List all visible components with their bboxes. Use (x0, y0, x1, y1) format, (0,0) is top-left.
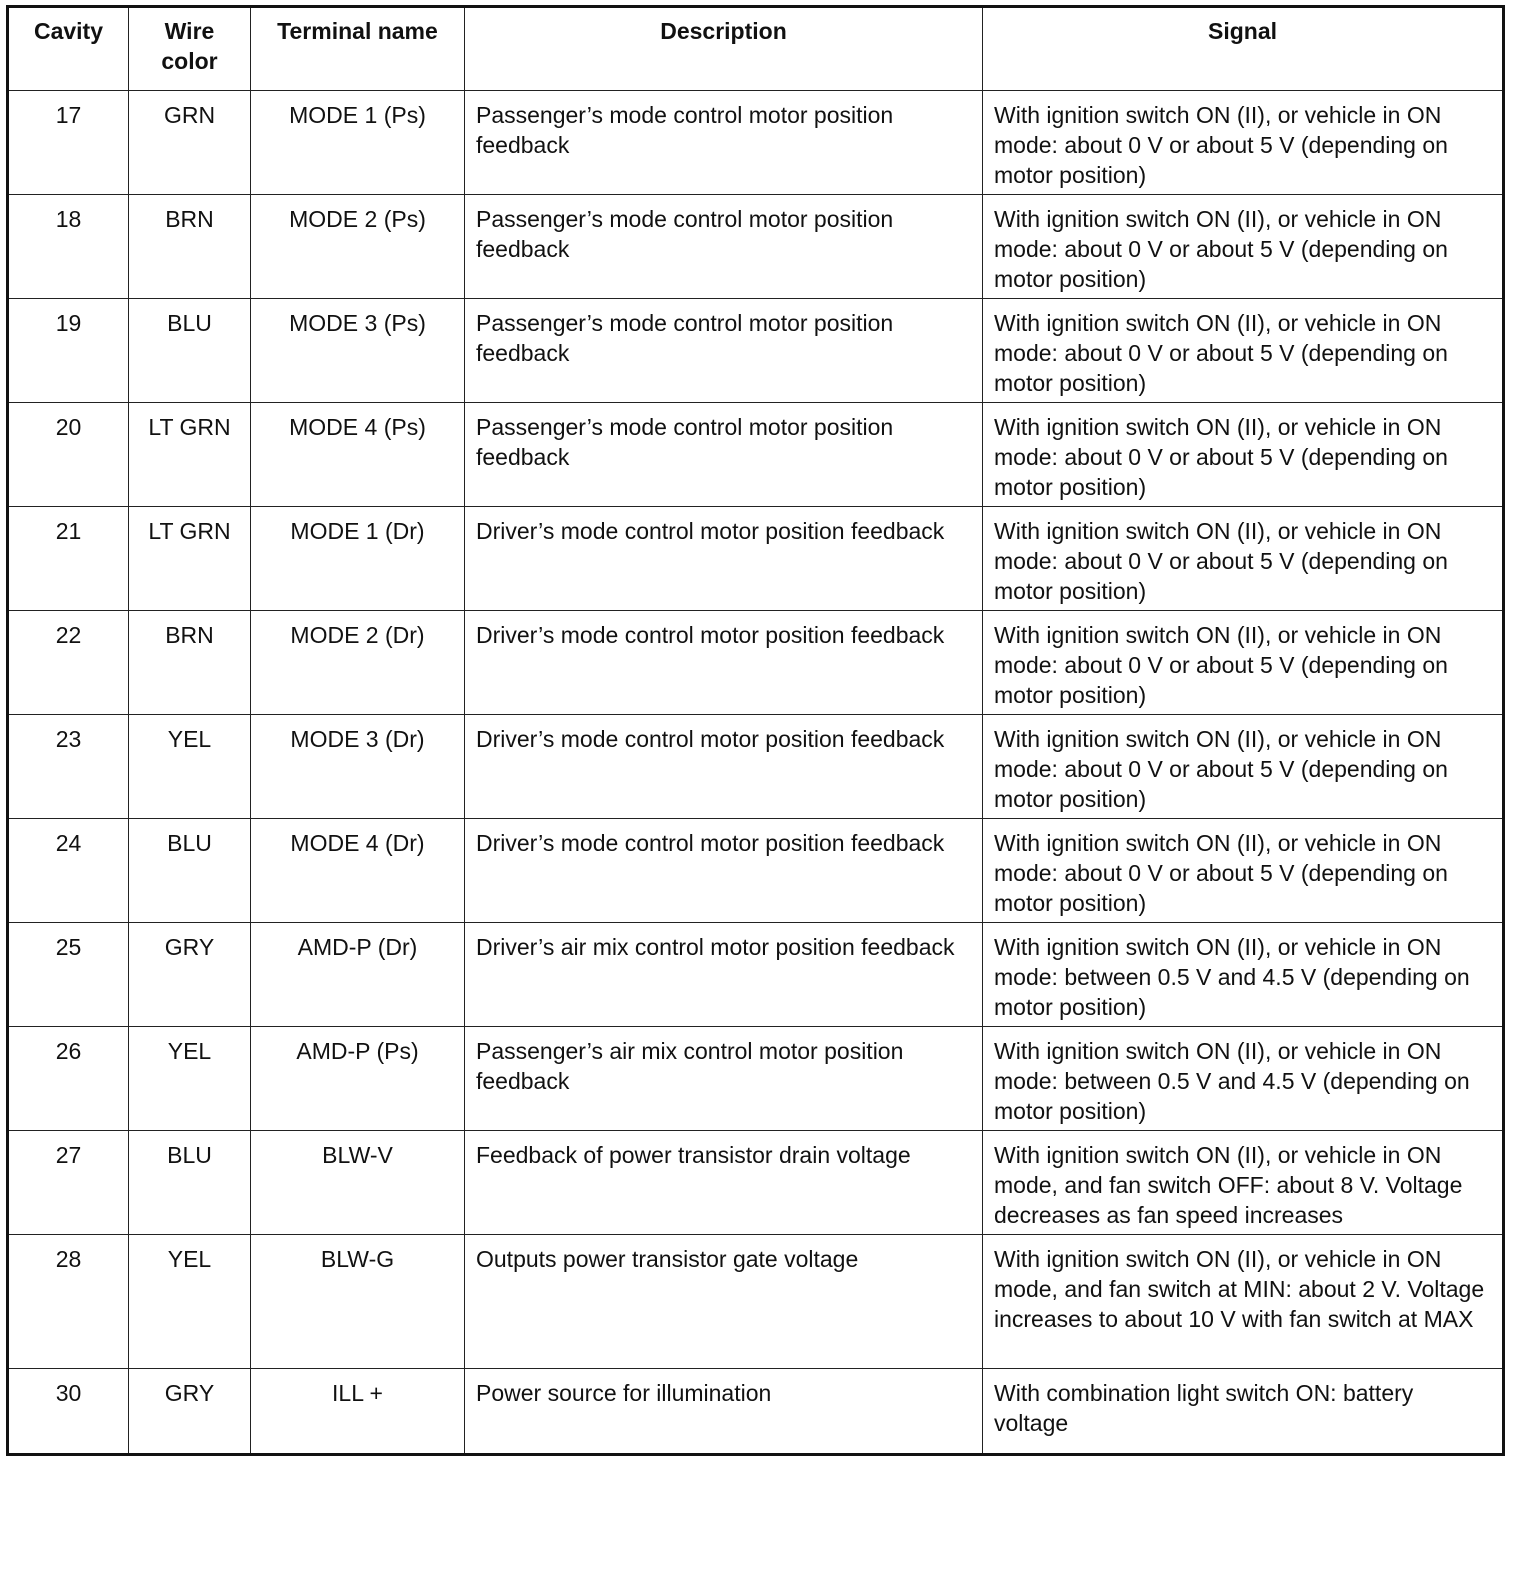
description-cell: Passenger’s mode control motor position feedback (465, 299, 983, 403)
cavity-cell: 20 (8, 403, 129, 507)
cavity-cell: 30 (8, 1369, 129, 1455)
table-row (8, 715, 1504, 819)
connector-terminal-table (6, 5, 1505, 1456)
cavity-cell: 21 (8, 507, 129, 611)
table-row (8, 611, 1504, 715)
description-cell: Passenger’s mode control motor position feedback (465, 195, 983, 299)
table-row (8, 1235, 1504, 1369)
table-row (8, 819, 1504, 923)
signal-cell: With ignition switch ON (II), or vehicle in ON mode: about 0 V or about 5 V (depending on motor position) (983, 403, 1504, 507)
description-cell: Passenger’s mode control motor position feedback (465, 91, 983, 195)
terminal-name-cell: MODE 3 (Ps) (251, 299, 465, 403)
wire-color-cell: YEL (129, 1027, 251, 1131)
terminal-name-cell: MODE 4 (Dr) (251, 819, 465, 923)
signal-cell: With ignition switch ON (II), or vehicle in ON mode: between 0.5 V and 4.5 V (depending on motor position) (983, 1027, 1504, 1131)
table-row (8, 923, 1504, 1027)
description-cell: Passenger’s air mix control motor position feedback (465, 1027, 983, 1131)
table-row (8, 1369, 1504, 1455)
signal-cell: With ignition switch ON (II), or vehicle in ON mode: about 0 V or about 5 V (depending on motor position) (983, 611, 1504, 715)
table-row (8, 507, 1504, 611)
description-cell: Feedback of power transistor drain voltage (465, 1131, 983, 1235)
signal-cell: With ignition switch ON (II), or vehicle in ON mode, and fan switch at MIN: about 2 V. Voltage increases to about 10 V with fan switch at MAX (983, 1235, 1504, 1369)
header-cavity: Cavity (8, 7, 129, 91)
cavity-cell: 26 (8, 1027, 129, 1131)
terminal-name-cell: ILL + (251, 1369, 465, 1455)
wire-color-cell: YEL (129, 715, 251, 819)
signal-cell: With ignition switch ON (II), or vehicle in ON mode: between 0.5 V and 4.5 V (depending on motor position) (983, 923, 1504, 1027)
terminal-name-cell: MODE 2 (Dr) (251, 611, 465, 715)
header-wire-color: Wire color (129, 7, 251, 91)
signal-cell: With ignition switch ON (II), or vehicle in ON mode: about 0 V or about 5 V (depending on motor position) (983, 91, 1504, 195)
table-row (8, 195, 1504, 299)
description-cell: Outputs power transistor gate voltage (465, 1235, 983, 1369)
terminal-name-cell: MODE 3 (Dr) (251, 715, 465, 819)
wire-color-cell: BLU (129, 299, 251, 403)
description-cell: Passenger’s mode control motor position feedback (465, 403, 983, 507)
terminal-name-cell: MODE 1 (Dr) (251, 507, 465, 611)
description-cell: Driver’s air mix control motor position feedback (465, 923, 983, 1027)
terminal-name-cell: MODE 1 (Ps) (251, 91, 465, 195)
wire-color-cell: LT GRN (129, 507, 251, 611)
terminal-name-cell: AMD-P (Dr) (251, 923, 465, 1027)
cavity-cell: 22 (8, 611, 129, 715)
signal-cell: With combination light switch ON: battery voltage (983, 1369, 1504, 1455)
table-row (8, 299, 1504, 403)
wire-color-cell: YEL (129, 1235, 251, 1369)
terminal-name-cell: MODE 2 (Ps) (251, 195, 465, 299)
cavity-cell: 23 (8, 715, 129, 819)
wire-color-cell: LT GRN (129, 403, 251, 507)
cavity-cell: 28 (8, 1235, 129, 1369)
cavity-cell: 19 (8, 299, 129, 403)
description-cell: Driver’s mode control motor position feedback (465, 819, 983, 923)
wire-color-cell: BRN (129, 611, 251, 715)
wire-color-cell: GRN (129, 91, 251, 195)
signal-cell: With ignition switch ON (II), or vehicle in ON mode: about 0 V or about 5 V (depending on motor position) (983, 299, 1504, 403)
description-cell: Driver’s mode control motor position feedback (465, 715, 983, 819)
header-description: Description (465, 7, 983, 91)
wire-color-cell: GRY (129, 923, 251, 1027)
terminal-name-cell: MODE 4 (Ps) (251, 403, 465, 507)
signal-cell: With ignition switch ON (II), or vehicle in ON mode, and fan switch OFF: about 8 V. Voltage decreases as fan speed increases (983, 1131, 1504, 1235)
cavity-cell: 18 (8, 195, 129, 299)
signal-cell: With ignition switch ON (II), or vehicle in ON mode: about 0 V or about 5 V (depending on motor position) (983, 715, 1504, 819)
header-terminal-name: Terminal name (251, 7, 465, 91)
cavity-cell: 24 (8, 819, 129, 923)
terminal-name-cell: BLW-V (251, 1131, 465, 1235)
description-cell: Driver’s mode control motor position feedback (465, 611, 983, 715)
wire-color-cell: BRN (129, 195, 251, 299)
terminal-name-cell: BLW-G (251, 1235, 465, 1369)
cavity-cell: 17 (8, 91, 129, 195)
table-row (8, 1131, 1504, 1235)
cavity-cell: 27 (8, 1131, 129, 1235)
wire-color-cell: BLU (129, 1131, 251, 1235)
table-row (8, 403, 1504, 507)
terminal-name-cell: AMD-P (Ps) (251, 1027, 465, 1131)
header-signal: Signal (983, 7, 1504, 91)
description-cell: Power source for illumination (465, 1369, 983, 1455)
table-row (8, 91, 1504, 195)
description-cell: Driver’s mode control motor position feedback (465, 507, 983, 611)
signal-cell: With ignition switch ON (II), or vehicle in ON mode: about 0 V or about 5 V (depending on motor position) (983, 195, 1504, 299)
table-header-row (8, 7, 1504, 91)
signal-cell: With ignition switch ON (II), or vehicle in ON mode: about 0 V or about 5 V (depending on motor position) (983, 819, 1504, 923)
cavity-cell: 25 (8, 923, 129, 1027)
wire-color-cell: BLU (129, 819, 251, 923)
signal-cell: With ignition switch ON (II), or vehicle in ON mode: about 0 V or about 5 V (depending on motor position) (983, 507, 1504, 611)
table-row (8, 1027, 1504, 1131)
wire-color-cell: GRY (129, 1369, 251, 1455)
